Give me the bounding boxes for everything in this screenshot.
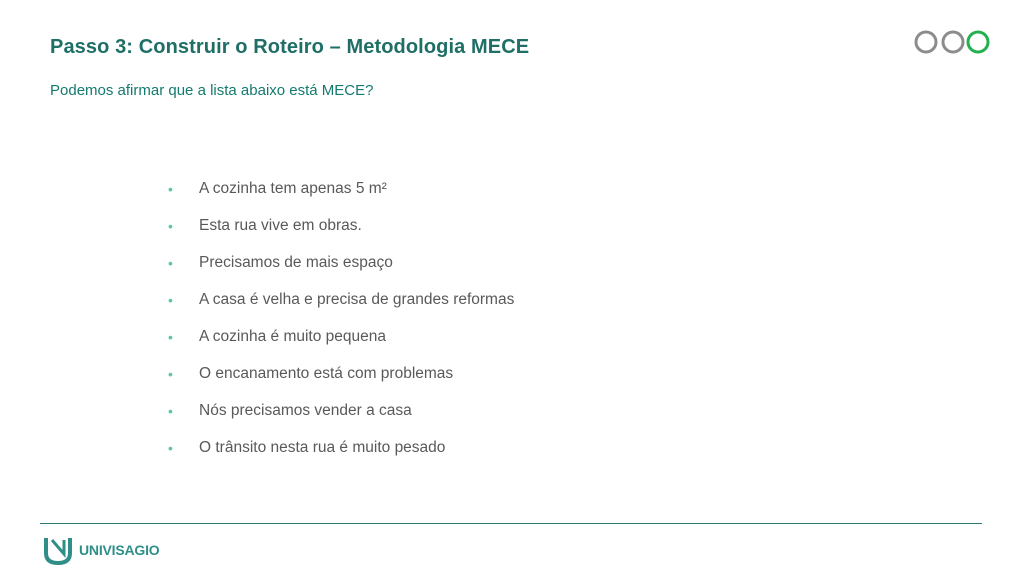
bullet-dot: • <box>168 440 173 456</box>
list-item-text: O trânsito nesta rua é muito pesado <box>199 439 446 456</box>
footer-divider <box>40 523 982 524</box>
bullet-dot: • <box>168 329 173 345</box>
list-item <box>168 326 514 363</box>
list-item <box>168 363 514 400</box>
list-item <box>168 178 514 215</box>
list-item-text: O encanamento está com problemas <box>199 365 454 382</box>
list-item <box>168 289 514 326</box>
list-item-text: Nós precisamos vender a casa <box>199 402 412 419</box>
list-item-text: A cozinha é muito pequena <box>199 328 386 345</box>
list-item-text: Esta rua vive em obras. <box>199 217 362 234</box>
list-item-text: A cozinha tem apenas 5 m² <box>199 180 387 197</box>
list-item <box>168 400 514 437</box>
slide-title: Passo 3: Construir o Roteiro – Metodologia MECE <box>50 36 530 58</box>
bullet-dot: • <box>168 403 173 419</box>
list-item <box>168 437 514 474</box>
slide-subtitle: Podemos afirmar que a lista abaixo está MECE? <box>50 82 374 99</box>
bullet-dot: • <box>168 218 173 234</box>
list-item-text: A casa é velha e precisa de grandes reformas <box>199 291 515 308</box>
list-item <box>168 252 514 289</box>
bullet-dot: • <box>168 366 173 382</box>
list-item-text: Precisamos de mais espaço <box>199 254 393 271</box>
brand-name: UNIVISAGIO <box>79 542 160 558</box>
bullet-list <box>168 178 514 474</box>
list-item <box>168 215 514 252</box>
univisagio-logo-icon <box>43 537 73 565</box>
three-circles-icon <box>914 30 992 54</box>
bullet-dot: • <box>168 181 173 197</box>
bullet-dot: • <box>168 255 173 271</box>
bullet-dot: • <box>168 292 173 308</box>
